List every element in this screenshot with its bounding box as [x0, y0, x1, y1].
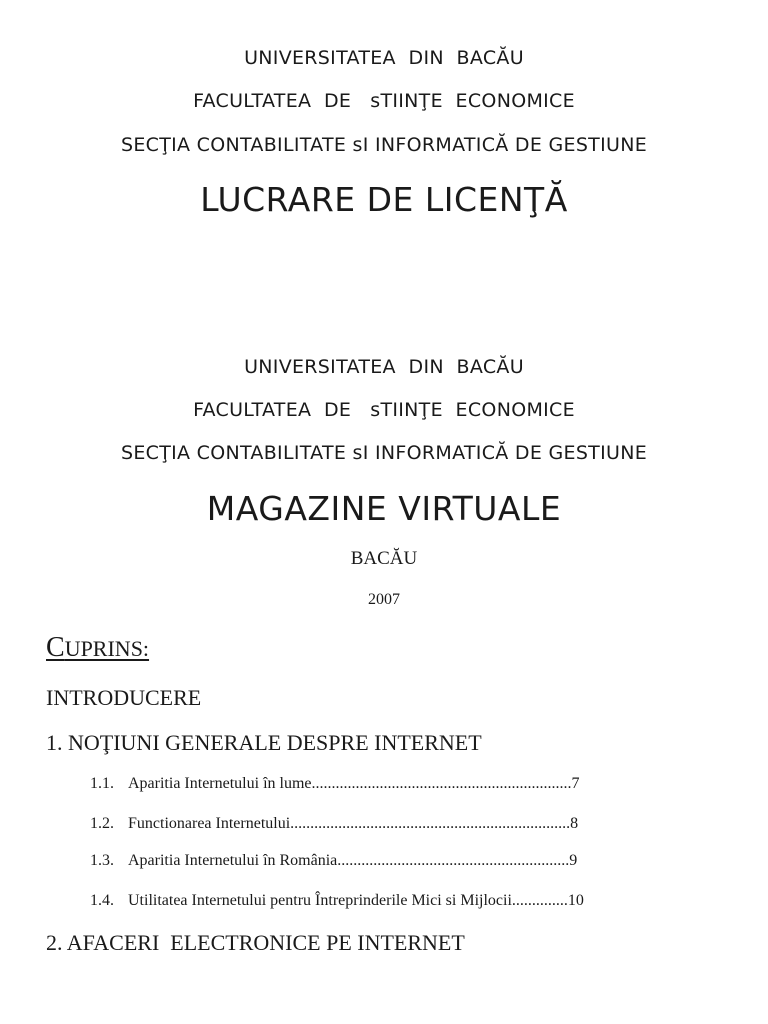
cover-university: UNIVERSITATEA DIN BACĂU — [244, 47, 524, 69]
inner-faculty: FACULTATEA DE sTIINŢE ECONOMICE — [193, 399, 575, 421]
toc-item-number: 1.3. — [90, 852, 114, 869]
toc-heading — [46, 634, 149, 662]
toc-item-number: 1.1. — [90, 775, 114, 792]
toc-heading-initial: C — [46, 632, 65, 663]
toc-item-text: Aparitia Internetului în România..........................................................9 — [128, 852, 578, 869]
inner-section: SECŢIA CONTABILITATE sI INFORMATICĂ DE GESTIUNE — [120, 442, 648, 464]
inner-city: BACĂU — [350, 548, 418, 569]
toc-item — [90, 816, 578, 832]
inner-title: MAGAZINE VIRTUALE — [206, 489, 562, 528]
toc-item-text: Functionarea Internetului......................................................................8 — [128, 815, 579, 832]
inner-university: UNIVERSITATEA DIN BACĂU — [244, 356, 524, 378]
cover-faculty: FACULTATEA DE sTIINŢE ECONOMICE — [193, 90, 575, 112]
toc-item-text: Utilitatea Internetului pentru Întreprinderile Mici si Mijlocii..............10 — [128, 892, 584, 909]
toc-chapter-1: 1. NOŢIUNI GENERALE DESPRE INTERNET — [46, 730, 482, 755]
toc-item — [90, 853, 577, 869]
cover-title: LUCRARE DE LICENŢĂ — [200, 180, 568, 219]
cover-section: SECŢIA CONTABILITATE sI INFORMATICĂ DE GESTIUNE — [120, 134, 648, 156]
toc-item — [90, 893, 584, 909]
toc-introduction: INTRODUCERE — [46, 685, 202, 710]
toc-item-text: Aparitia Internetului în lume.................................................................7 — [128, 775, 580, 792]
toc-item-number: 1.4. — [90, 892, 114, 909]
inner-year: 2007 — [368, 591, 400, 608]
toc-heading-rest: UPRINS: — [64, 636, 150, 661]
toc-item — [90, 776, 580, 792]
toc-item-number: 1.2. — [90, 815, 114, 832]
toc-chapter-2: 2. AFACERI ELECTRONICE PE INTERNET — [46, 930, 465, 955]
